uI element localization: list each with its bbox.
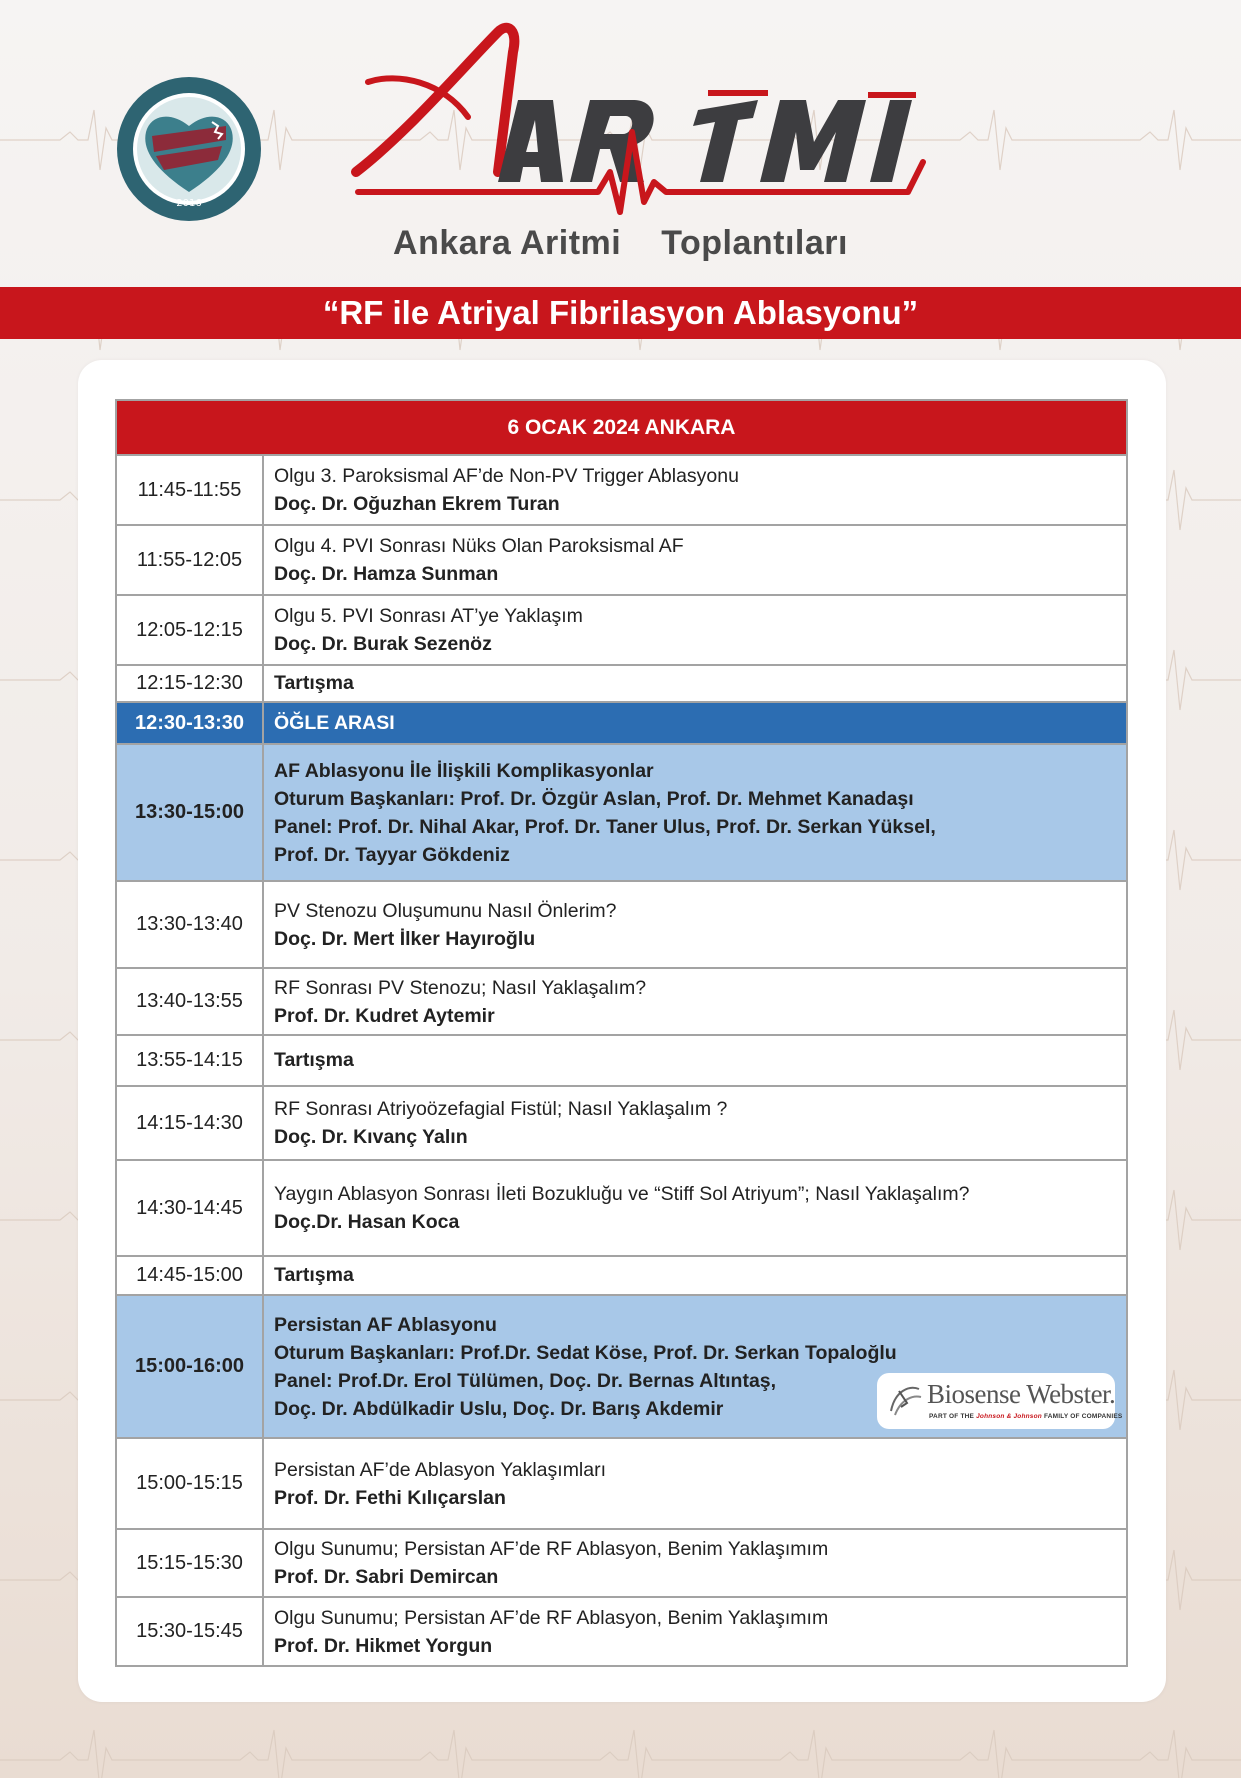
row-time: 15:00-16:00 [116, 1295, 263, 1438]
sponsor-tagline [929, 1413, 1122, 1420]
schedule-row [116, 1529, 1127, 1597]
schedule-row [116, 1438, 1127, 1529]
row-time: 12:05-12:15 [116, 595, 263, 665]
row-speaker: Prof. Dr. Kudret Aytemir [274, 1004, 495, 1027]
row-content [263, 525, 1127, 595]
discussion-row [116, 665, 1127, 702]
row-content [263, 881, 1127, 968]
row-speaker: Doç. Dr. Kıvanç Yalın [274, 1126, 468, 1148]
session-panel-cont: Doç. Dr. Abdülkadir Uslu, Doç. Dr. Barış Akdemir [274, 1397, 724, 1420]
lunch-break-row [116, 702, 1127, 744]
session-panel-cont: Prof. Dr. Tayyar Gökdeniz [274, 843, 510, 866]
schedule-row [116, 881, 1127, 968]
row-title: Olgu 4. PVI Sonrası Nüks Olan Paroksismal AF [274, 535, 684, 557]
session-title: AF Ablasyonu İle İlişkili Komplikasyonlar [274, 759, 654, 782]
row-time: 13:30-15:00 [116, 744, 263, 881]
discussion-row [116, 1256, 1127, 1295]
row-title: Olgu 5. PVI Sonrası AT’ye Yaklaşım [274, 605, 583, 627]
row-speaker: Doç. Dr. Burak Sezenöz [274, 633, 492, 655]
row-speaker: Doç. Dr. Hamza Sunman [274, 563, 499, 585]
row-content [263, 1160, 1127, 1256]
schedule-row [116, 595, 1127, 665]
row-speaker: Prof. Dr. Sabri Demircan [274, 1566, 499, 1588]
sponsor-tagline-brand: Johnson & Johnson [976, 1413, 1042, 1420]
schedule-row [116, 455, 1127, 525]
row-title: PV Stenozu Oluşumunu Nasıl Önlerim? [274, 899, 617, 922]
row-title: Yaygın Ablasyon Sonrası İleti Bozukluğu ve “Stiff Sol Atriyum”; Nasıl Yaklaşalım? [274, 1183, 970, 1205]
row-time: 15:30-15:45 [116, 1597, 263, 1666]
row-title: Olgu Sunumu; Persistan AF’de RF Ablasyon, Benim Yaklaşımım [274, 1606, 829, 1629]
row-content [263, 595, 1127, 665]
row-content [263, 1438, 1127, 1529]
row-time: 13:55-14:15 [116, 1035, 263, 1086]
schedule-row [116, 1086, 1127, 1160]
sponsor-emblem-icon [885, 1381, 925, 1421]
session-chairs: Oturum Başkanları: Prof. Dr. Özgür Aslan, Prof. Dr. Mehmet Kanadaşı [274, 787, 914, 810]
sponsor-logo [877, 1373, 1123, 1429]
schedule-table [115, 399, 1128, 1667]
row-time: 14:15-14:30 [116, 1086, 263, 1160]
session-chairs: Oturum Başkanları: Prof.Dr. Sedat Köse, Prof. Dr. Serkan Topaloğlu [274, 1341, 897, 1364]
row-time: 14:45-15:00 [116, 1256, 263, 1295]
row-label: Tartışma [263, 665, 1127, 702]
session-title: Persistan AF Ablasyonu [274, 1313, 497, 1336]
row-title: Persistan AF’de Ablasyon Yaklaşımları [274, 1458, 607, 1481]
row-time: 15:15-15:30 [116, 1529, 263, 1597]
row-content [263, 1597, 1127, 1666]
session-panel: Panel: Prof. Dr. Nihal Akar, Prof. Dr. Taner Ulus, Prof. Dr. Serkan Yüksel, [274, 815, 936, 838]
row-label: Tartışma [263, 1035, 1127, 1086]
row-content [263, 455, 1127, 525]
row-title: RF Sonrası PV Stenozu; Nasıl Yaklaşalım? [274, 976, 647, 999]
row-label: ÖĞLE ARASI [263, 702, 1127, 744]
row-speaker: Doç.Dr. Hasan Koca [274, 1211, 460, 1233]
row-time: 12:15-12:30 [116, 665, 263, 702]
row-speaker: Doç. Dr. Mert İlker Hayıroğlu [274, 927, 536, 950]
schedule-row [116, 1597, 1127, 1666]
row-title: Olgu 3. Paroksismal AF’de Non-PV Trigger Ablasyonu [274, 465, 739, 487]
schedule-row [116, 1160, 1127, 1256]
event-subtitle [0, 224, 1241, 263]
session-panel: Panel: Prof.Dr. Erol Tülümen, Doç. Dr. Bernas Altıntaş, [274, 1369, 777, 1392]
row-time: 14:30-14:45 [116, 1160, 263, 1256]
row-time: 12:30-13:30 [116, 702, 263, 744]
society-logo [114, 74, 264, 224]
row-time: 13:30-13:40 [116, 881, 263, 968]
discussion-row [116, 1035, 1127, 1086]
subtitle-part1: Ankara Aritmi [393, 224, 622, 262]
row-time: 13:40-13:55 [116, 968, 263, 1035]
subtitle-part2: Toplantıları [661, 224, 848, 262]
row-time: 15:00-15:15 [116, 1438, 263, 1529]
schedule-row [116, 968, 1127, 1035]
row-time: 11:45-11:55 [116, 455, 263, 525]
row-speaker: Prof. Dr. Fethi Kılıçarslan [274, 1486, 506, 1509]
sponsor-name: Biosense Webster. [927, 1379, 1116, 1409]
sponsor-tagline-prefix: PART OF THE [929, 1413, 975, 1420]
banner-title: “RF ile Atriyal Fibrilasyon Ablasyonu” [322, 294, 919, 331]
schedule-row [116, 525, 1127, 595]
row-speaker: Prof. Dr. Hikmet Yorgun [274, 1634, 493, 1657]
row-title: RF Sonrası Atriyoözefagial Fistül; Nasıl Yaklaşalım ? [274, 1098, 728, 1120]
date-header: 6 OCAK 2024 ANKARA [116, 400, 1127, 455]
row-title: Olgu Sunumu; Persistan AF’de RF Ablasyon, Benim Yaklaşımım [274, 1538, 829, 1560]
svg-text:2016: 2016 [176, 198, 202, 209]
row-time: 11:55-12:05 [116, 525, 263, 595]
session-row [116, 744, 1127, 881]
date-header-row [116, 400, 1127, 455]
row-content [263, 968, 1127, 1035]
row-label: Tartışma [263, 1256, 1127, 1295]
sponsor-tagline-suffix: FAMILY OF COMPANIES [1043, 1413, 1123, 1420]
row-content [263, 1529, 1127, 1597]
row-speaker: Doç. Dr. Oğuzhan Ekrem Turan [274, 493, 560, 515]
row-content [263, 1086, 1127, 1160]
session-content [263, 744, 1127, 881]
